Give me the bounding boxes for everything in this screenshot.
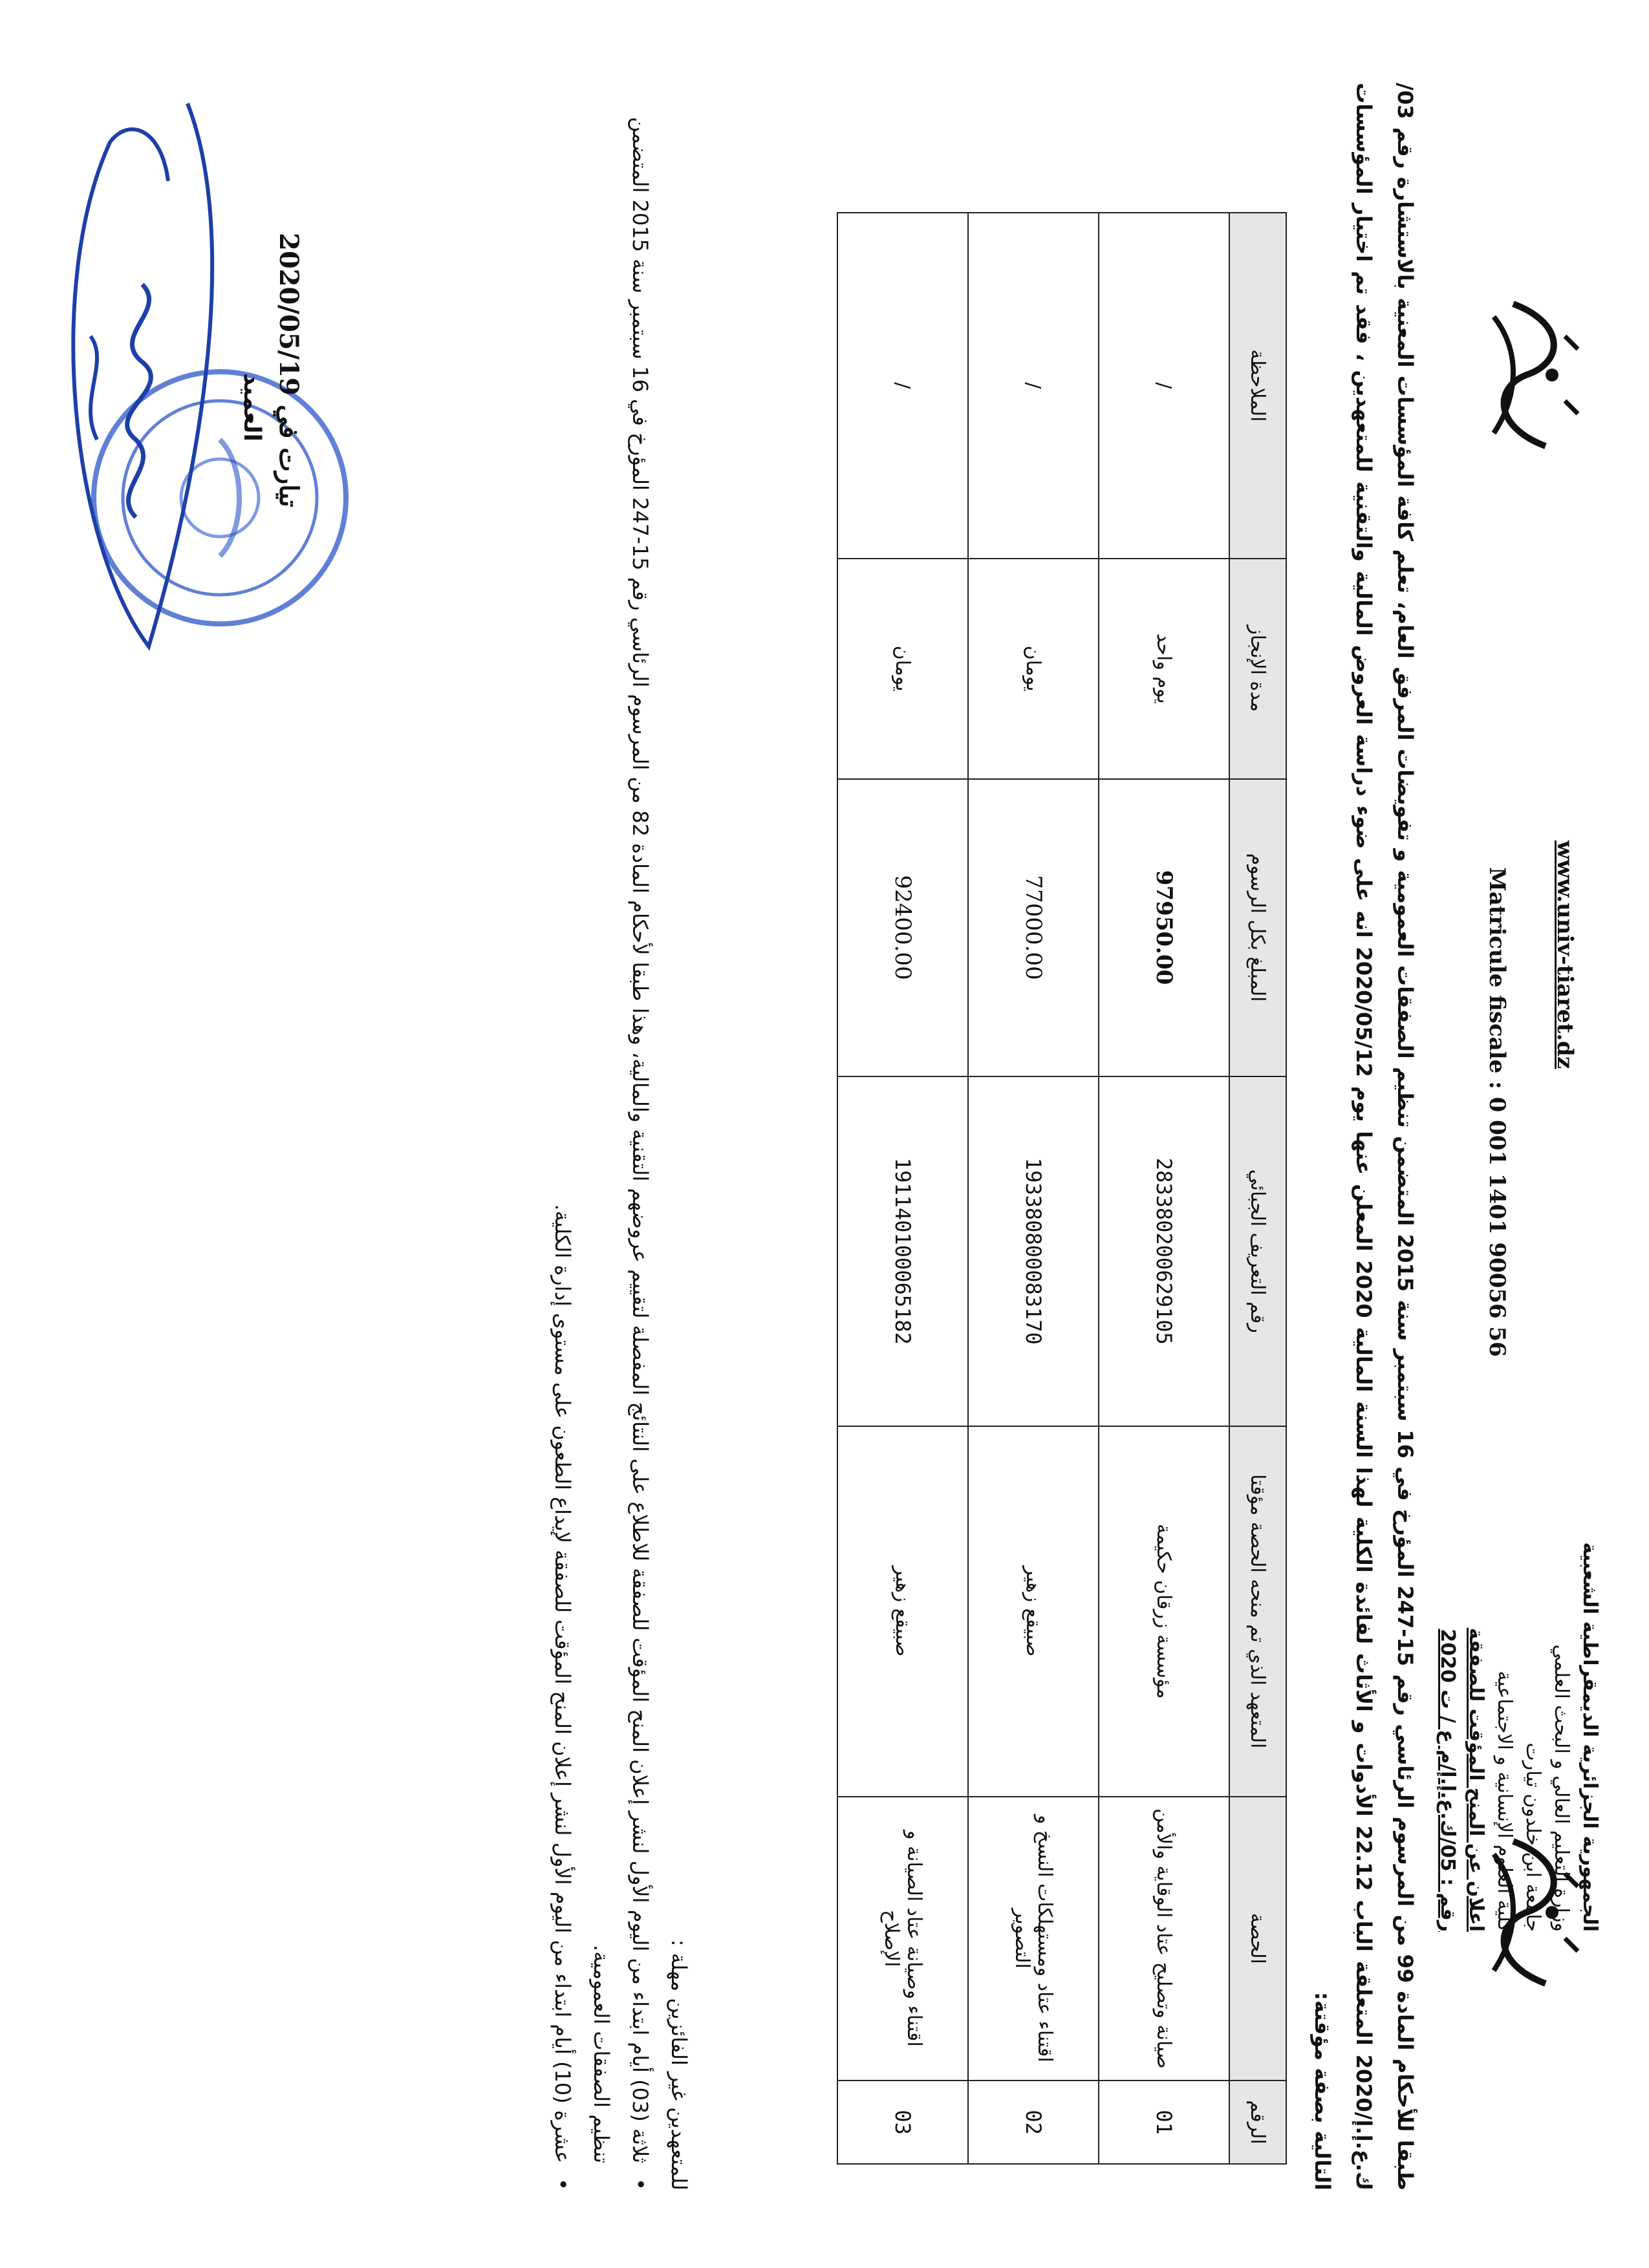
table-header-row — [1229, 213, 1286, 2164]
cell-entity: صبيقع زهير — [837, 1426, 968, 1797]
cell-amount: 92400.00 — [837, 779, 968, 1076]
cell-duration: يوم واحد — [1099, 559, 1229, 779]
signatory-title: العميد — [239, 373, 265, 442]
cell-lot: صيانة وتصليح عتاد الوقاية والأمن — [1099, 1797, 1229, 2081]
footer-notice — [543, 83, 698, 2190]
col-header-number: الرقم — [1229, 2081, 1286, 2164]
cell-number: 03 — [837, 2081, 968, 2164]
col-header-note: الملاحظة — [1229, 213, 1286, 559]
header-line: وزارة التعليم العالي و البحث العلمي — [1550, 1644, 1573, 1932]
cell-entity: مؤسسة زرقان حكيمة — [1099, 1426, 1229, 1797]
table-row — [837, 213, 968, 2164]
signature-scribble-icon — [26, 91, 239, 659]
col-header-entity: المتعهد الذي تم منحه الحصة مؤقتا — [1229, 1426, 1286, 1797]
intro-paragraph: طبقا للأحكام المادة 99 من المرسوم الرئاسي رقم 15-247 المؤرخ في 16 سبتمبر سنة 2015 المتضمن تنظيم الصفقات العمومية و تفويضات المرفق العام، تعلم كافة المؤسسات المعنية بالاستشارة رقم 03/ك.ع.إ.إ/2020 المتعلقة الباب 22.12 الأدوات و الأثاث لفائدة الكلية لهذا السنة المالية 2020 المعلن عنها يوم 2020/05/12 انه على ضوء دراسة العروض المالية والتقنية للمتعهدين ، فقد تم اختيار المؤسسات التالية بصفة مؤقتة: — [1310, 83, 1417, 2191]
header-line: الجمهورية الجزائرية الديمقراطية الشعبية — [1579, 1542, 1601, 1932]
handwritten-signature — [26, 91, 239, 659]
cell-note: / — [968, 213, 1099, 559]
awards-table — [837, 212, 1287, 2165]
matricule-fiscale: Matricule fiscale : 0 001 1401 90056 56 — [1484, 867, 1510, 1357]
cell-number: 02 — [968, 2081, 1099, 2164]
letterhead — [1433, 1156, 1604, 1932]
cell-amount: 97950.00 — [1099, 779, 1229, 1076]
cell-amount: 77000.00 — [968, 779, 1099, 1076]
cell-note: / — [1099, 213, 1229, 559]
cell-entity: صبيقع زهير — [968, 1426, 1099, 1797]
calligraphy-logo-icon — [1474, 278, 1591, 472]
footer-lead: للمتعهدين غير الفائزين مهلة : — [667, 1939, 691, 2190]
cell-nif: 283380200629105 — [1099, 1076, 1229, 1426]
signature-place: تيارت في — [274, 404, 304, 508]
col-header-nif: رقم التعريف الجبائي — [1229, 1076, 1286, 1426]
website-link[interactable]: www.univ-tiaret.dz — [1552, 840, 1578, 1069]
cell-note: / — [837, 213, 968, 559]
table-row — [968, 213, 1099, 2164]
signature-date — [274, 233, 304, 569]
header-line: جامعة ابن خلدون تيارت — [1522, 1742, 1544, 1932]
university-logo-left — [1474, 278, 1591, 472]
date-value: 2020/05/19 — [274, 233, 304, 396]
cell-duration: يومان — [968, 559, 1099, 779]
announcement-title: اعلان عن المنح المؤقت للصفقة — [1465, 1627, 1487, 1932]
cell-duration: يومان — [837, 559, 968, 779]
cell-nif: 191140100065182 — [837, 1076, 968, 1426]
cell-number: 01 — [1099, 2081, 1229, 2164]
reference-number: رقم : 05/ك.ع.إ.إ/م ع / ت 2020 — [1436, 1629, 1459, 1932]
footer-bullet-consult: • ثلاثة (03) أيام ابتداء من اليوم الأول لنشر إعلان المنح المؤقت للصفقة للاطلاع على النتائج المفصلة لتقييم عروضهم التقنية والمالية، وهذا طبقا لأحكام المادة 82 من المرسوم الرئاسي رقم 15-247 المؤرخ في 16 سبتمبر سنة 2015 المتضمن تنظيم الصفقات العمومية. — [582, 83, 660, 2190]
footer-bullet-appeal: • عشرة (10) أيام ابتداء من اليوم الأول لنشر إعلان المنح المؤقت للصفقة لإيداع الطعون على مستوى إدارة الكلية. — [543, 83, 582, 2190]
col-header-lot: الحصة — [1229, 1797, 1286, 2081]
cell-lot: اقتناء عتاد ومستهلكات النسخ و التصوير — [968, 1797, 1099, 2081]
cell-lot: اقتناء وصيانة عتاد الصيانة و الإصلاح — [837, 1797, 968, 2081]
cell-nif: 193380800083170 — [968, 1076, 1099, 1426]
table-row — [1099, 213, 1229, 2164]
col-header-amount: المبلغ بكل الرسوم — [1229, 779, 1286, 1076]
col-header-duration: مدة الإنجاز — [1229, 559, 1286, 779]
header-line: كلية العلوم الإنسانية و الاجتماعية — [1493, 1671, 1516, 1932]
